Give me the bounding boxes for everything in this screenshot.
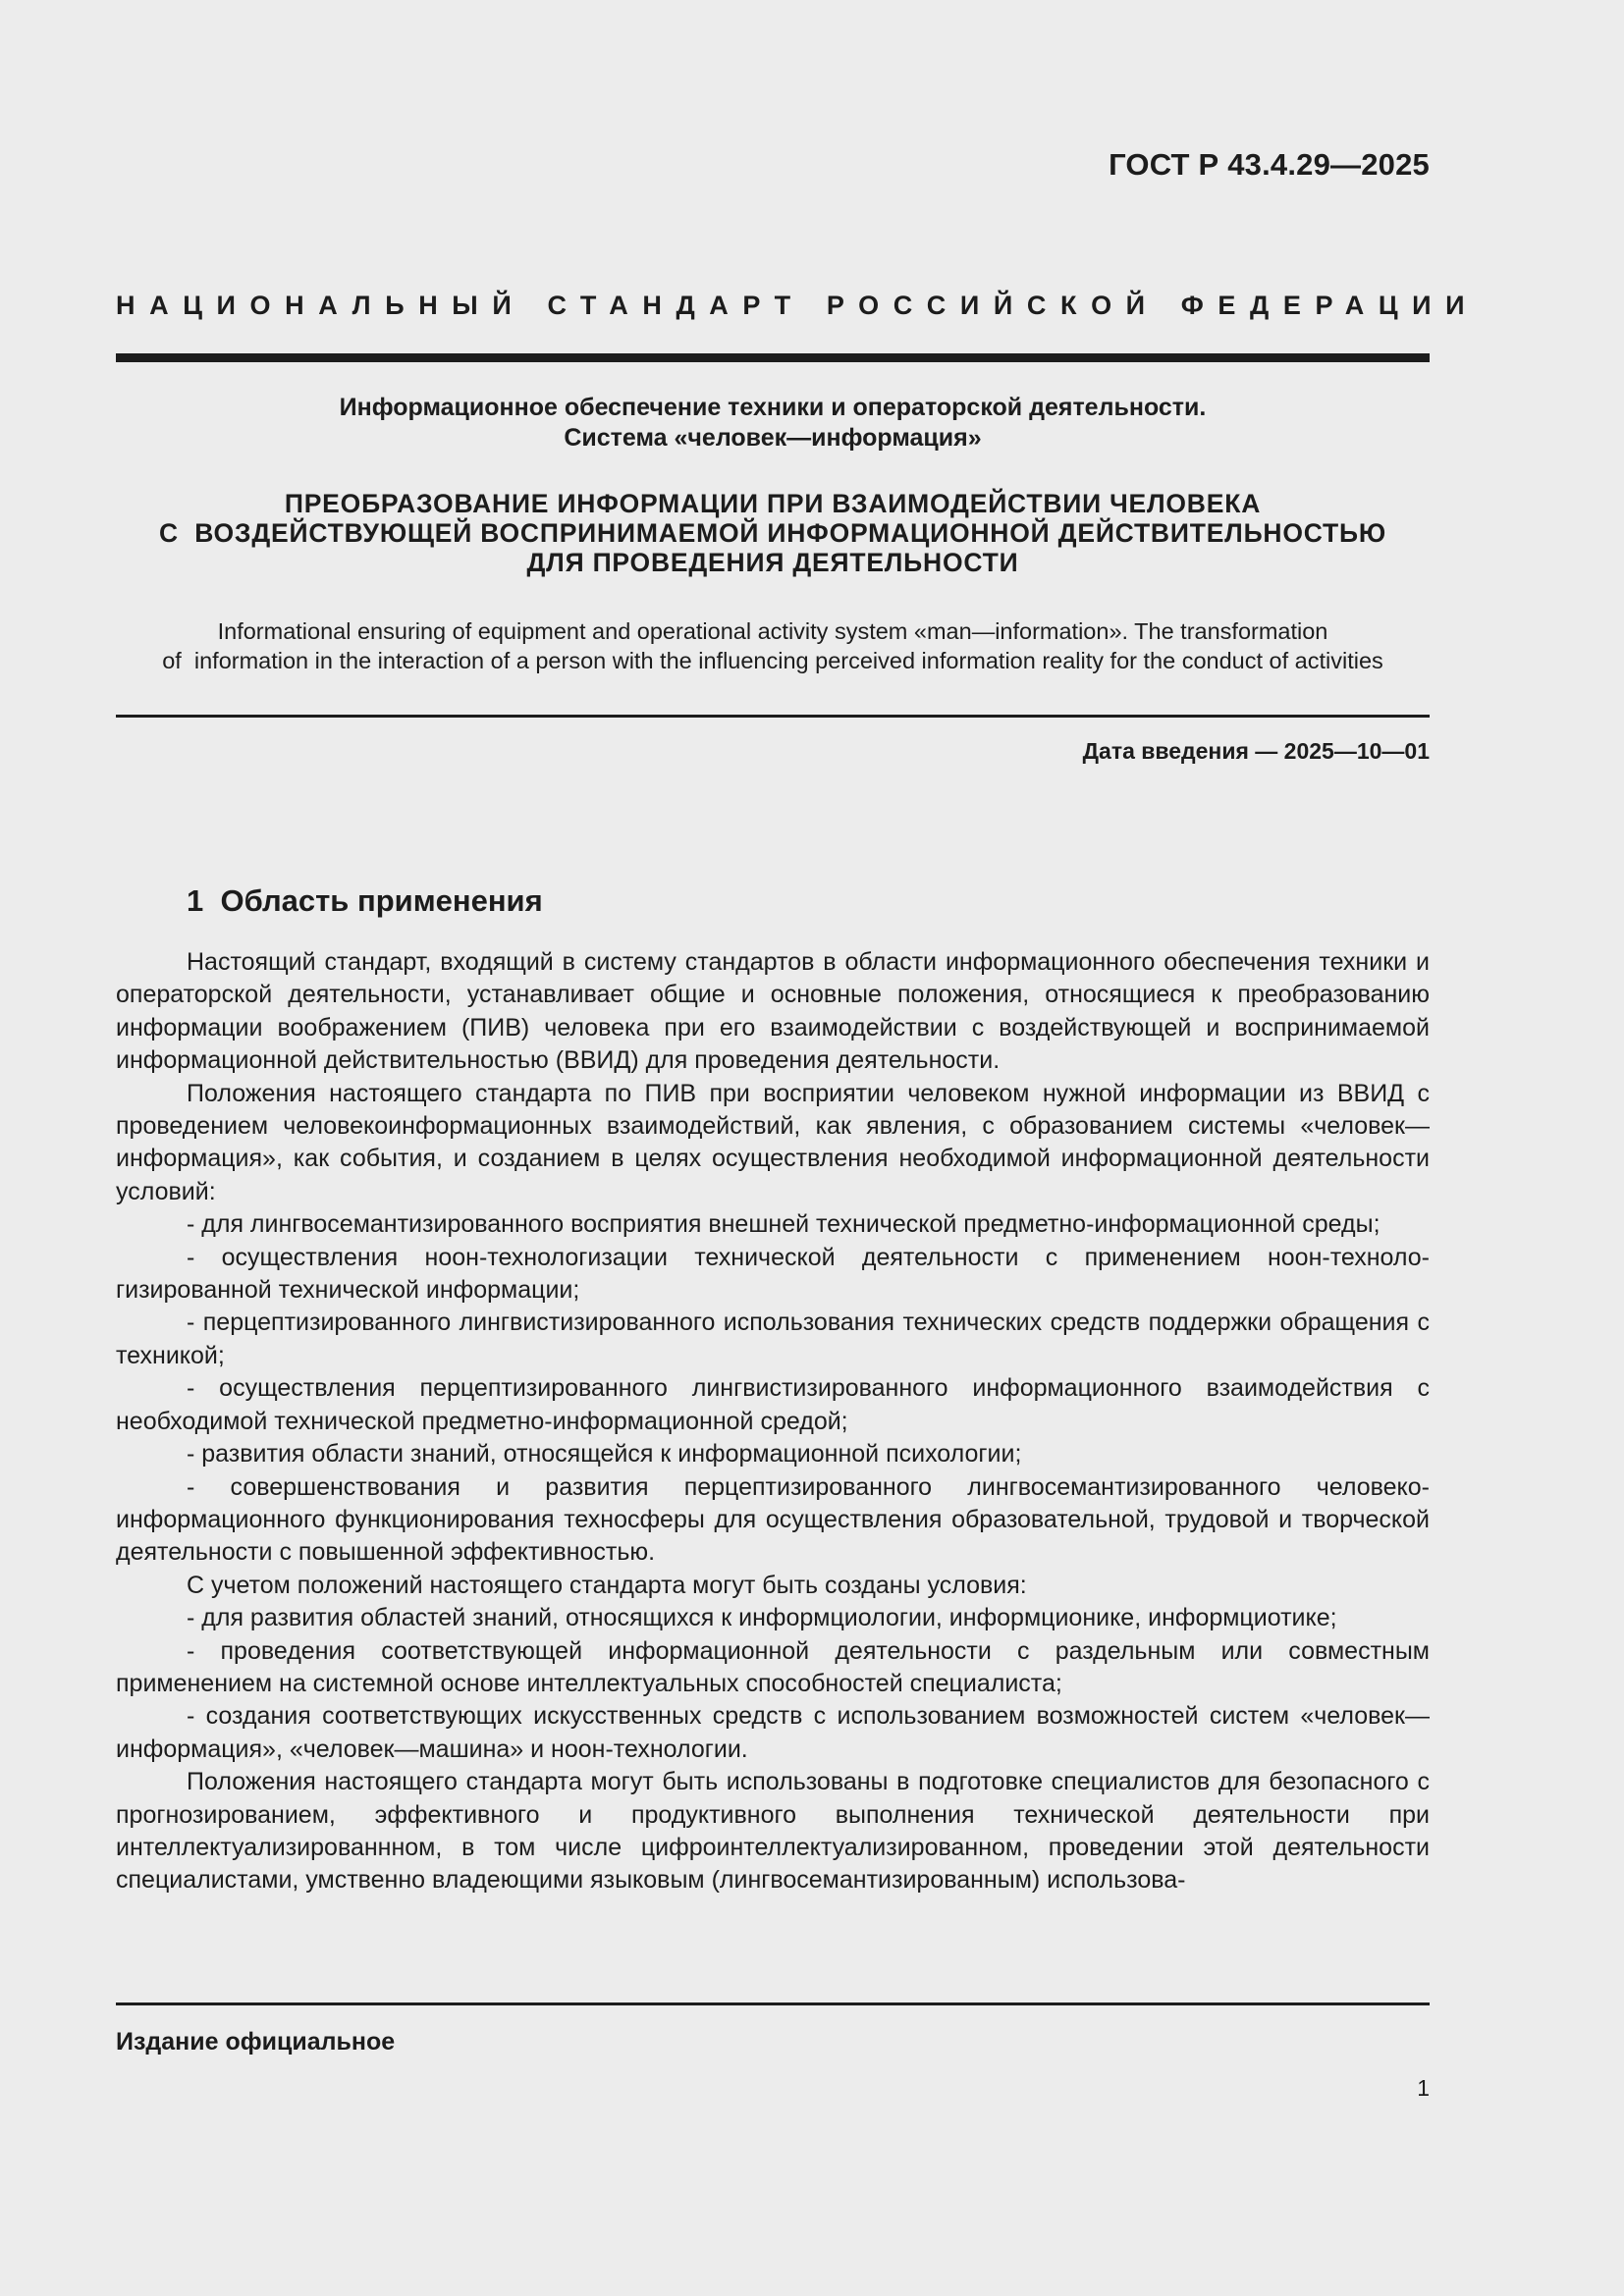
paragraph: Настоящий стандарт, входящий в систему стандартов в области информационного обеспечения техники и операторской деятельности, устанавливает общие и основные положения, относящиеся к преобразованию информации воображением (ПИВ) человека при его взаимодействии с воздействующей и воспринимаемой информационной действительностью (ВВИД) для проведения деятельности. [116, 948, 1430, 1075]
paragraph: Положения настоящего стандарта могут быть использованы в подготовке специалистов для безопасного с прогнозированием, эффективного и продуктивного выполнения технической деятельности при интеллектуализированнном, в том числе цифроинтеллектуализированном, проведении этой деятельности специалистами, умственно владеющими языковым (лингвосемантизированным) использова- [116, 1768, 1430, 1895]
english-title-line: of information in the interaction of a person with the influencing perceived information reality for the conduct of activities [162, 648, 1383, 673]
english-title-line: Informational ensuring of equipment and operational activity system «man—information». The transformation [217, 618, 1328, 644]
english-title [116, 616, 1430, 675]
title-line: ДЛЯ ПРОВЕДЕНИЯ ДЕЯТЕЛЬНОСТИ [526, 548, 1019, 577]
list-item: - для лингвосемантизированного восприятия внешней технической предметно-информационной среды; [187, 1210, 1380, 1239]
section-heading: 1 Область применения [187, 883, 543, 918]
standard-designation: ГОСТ Р 43.4.29—2025 [1109, 147, 1430, 182]
list-item: - для развития областей знаний, относящихся к информциологии, информционике, информциотике; [187, 1604, 1337, 1632]
paragraph: С учетом положений настоящего стандарта могут быть созданы условия: [187, 1571, 1027, 1599]
list-item: - совершенствования и развития перцептизированного лингвосемантизированного человекоинформационного функционирования техносферы для осуществления образовательной, трудовой и творческой деятельности с повышенной эффективностью. [116, 1472, 1430, 1567]
list-item: - проведения соответствующей информационной деятельности с раздельным или совместным применением на системной основе интеллектуальных способностей специалиста; [116, 1636, 1430, 1697]
introduction-date: Дата введения — 2025—10—01 [1082, 738, 1430, 764]
page-number: 1 [1417, 2075, 1430, 2101]
document-subtitle [116, 393, 1430, 454]
list-item: - осуществления ноон-технологизации технической деятельности с применением ноон-технологизированной технической информации; [116, 1243, 1430, 1305]
footer-rule [116, 2002, 1430, 2005]
national-standard-banner: НАЦИОНАЛЬНЫЙ СТАНДАРТ РОССИЙСКОЙ ФЕДЕРАЦИИ [116, 291, 1480, 320]
official-edition-label: Издание официальное [116, 2028, 396, 2056]
list-item: - развития области знаний, относящейся к информационной психологии; [187, 1440, 1022, 1468]
section-body [116, 946, 1430, 1897]
header-rule [116, 353, 1430, 362]
paragraph: Положения настоящего стандарта по ПИВ при восприятии человеком нужной информации из ВВИД с проведением человекоинформационных взаимодействий, как явления, с образованием системы «человек—информация», как события, и созданием в целях осуществления необходимой информационной деятельности условий: [116, 1079, 1430, 1205]
list-item: - осуществления перцептизированного лингвистизированного информационного взаимодействия с необходимой технической предметно-информационной средой; [116, 1374, 1430, 1435]
title-line: ПРЕОБРАЗОВАНИЕ ИНФОРМАЦИИ ПРИ ВЗАИМОДЕЙСТВИИ ЧЕЛОВЕКА [284, 489, 1262, 518]
title-line: С ВОЗДЕЙСТВУЮЩЕЙ ВОСПРИНИМАЕМОЙ ИНФОРМАЦИОННОЙ ДЕЙСТВИТЕЛЬНОСТЬЮ [158, 518, 1387, 548]
title-rule [116, 715, 1430, 718]
subtitle-line: Система «человек—информация» [564, 424, 982, 452]
subtitle-line: Информационное обеспечение техники и операторской деятельности. [339, 394, 1207, 421]
list-item: - перцептизированного лингвистизированного использования технических средств поддержки обращения с техникой; [116, 1308, 1430, 1369]
list-item: - создания соответствующих искусственных средств с использованием возможностей систем «человек—информация», «человек—машина» и ноон-технологии. [116, 1702, 1430, 1763]
document-title [116, 489, 1430, 577]
